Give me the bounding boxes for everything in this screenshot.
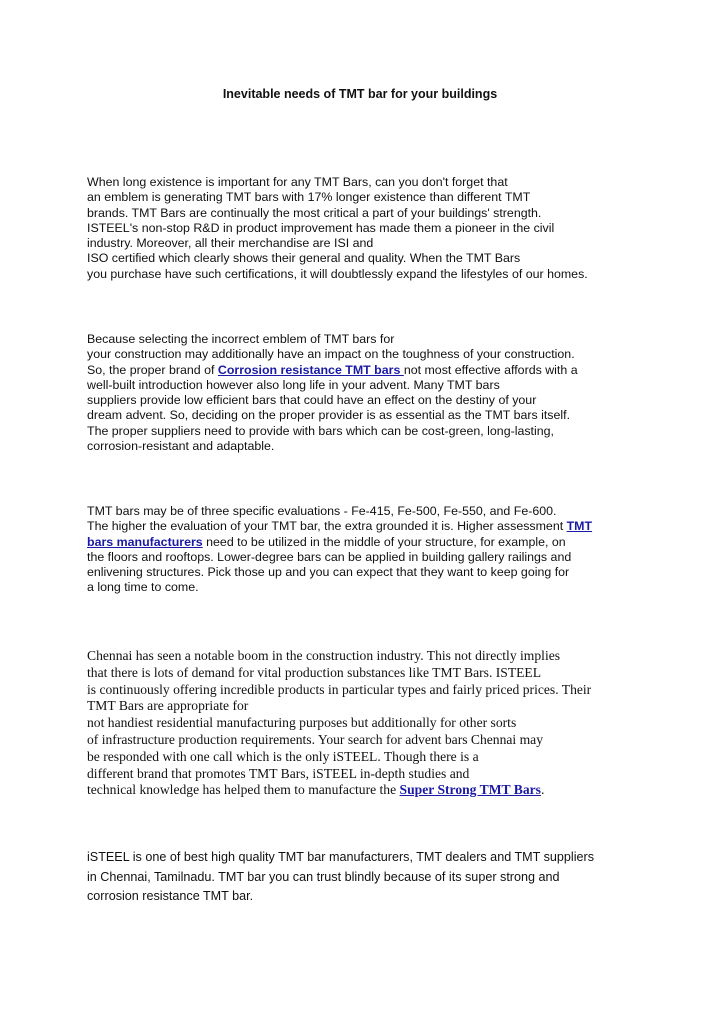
text-line: iSTEEL is one of best high quality TMT bar manufacturers, TMT dealers and TMT suppliers: [87, 850, 595, 864]
text-line: in Chennai, Tamilnadu. TMT bar you can trust blindly because of its super strong and: [87, 869, 560, 884]
text-line: well-built introduction however also long life in your advent. Many TMT bars: [87, 377, 500, 392]
paragraph-2: [87, 332, 647, 454]
text-segment: So, the proper brand of: [87, 362, 218, 377]
super-strong-tmt-bars-link[interactable]: Super Strong TMT Bars: [399, 782, 541, 798]
text-line: The proper suppliers need to provide with bars which can be cost-green, long-lasting,: [87, 423, 554, 438]
text-line: ISO certified which clearly shows their general and quality. When the TMT Bars: [87, 251, 521, 266]
text-segment: need to be utilized in the middle of your structure, for example, on: [202, 534, 566, 549]
text-segment: The higher the evaluation of your TMT bar, the extra grounded it is. Higher assessment: [87, 519, 567, 534]
text-segment: technical knowledge has helped them to manufacture the: [87, 782, 400, 798]
document-title: Inevitable needs of TMT bar for your buildings: [222, 87, 498, 101]
text-line: you purchase have such certifications, it will doubtlessly expand the lifestyles of our homes.: [87, 266, 588, 281]
text-line: corrosion resistance TMT bar.: [87, 889, 254, 903]
text-line: [87, 782, 647, 799]
text-segment: not most effective affords with a: [403, 362, 578, 377]
tmt-bars-manufacturers-link[interactable]: bars manufacturers: [87, 534, 203, 549]
text-line: When long existence is important for any TMT Bars, can you don't forget that: [87, 175, 508, 189]
text-line: Chennai has seen a notable boom in the construction industry. This not directly implies: [87, 648, 561, 663]
text-line: an emblem is generating TMT bars with 17% longer existence than different TMT: [87, 190, 531, 205]
text-line: [87, 535, 647, 550]
text-line: dream advent. So, deciding on the proper provider is as essential as the TMT bars itself.: [87, 408, 571, 423]
text-line: of infrastructure production requirements. Your search for advent bars Chennai may: [87, 731, 544, 747]
text-line: brands. TMT Bars are continually the most critical a part of your buildings' strength.: [87, 205, 542, 220]
text-segment: .: [540, 782, 545, 798]
text-line: Because selecting the incorrect emblem of TMT bars for: [87, 332, 395, 346]
text-line: TMT bars may be of three specific evaluations - Fe-415, Fe-500, Fe-550, and Fe-600.: [87, 504, 557, 518]
text-line: ISTEEL's non-stop R&D in product improvement has made them a pioneer in the civil: [87, 220, 555, 235]
text-line: that there is lots of demand for vital production substances like TMT Bars. ISTEEL: [87, 664, 542, 680]
paragraph-5: [87, 848, 647, 907]
text-line: enlivening structures. Pick those up and you can expect that they want to keep going for: [87, 565, 570, 580]
text-line: TMT Bars are appropriate for: [87, 698, 249, 714]
text-line: [87, 363, 647, 378]
text-line: corrosion-resistant and adaptable.: [87, 439, 275, 454]
text-line: industry. Moreover, all their merchandise are ISI and: [87, 236, 374, 251]
text-line: the floors and rooftops. Lower-degree bars can be applied in building gallery railings and: [87, 549, 572, 564]
text-line: suppliers provide low efficient bars that could have an effect on the destiny of your: [87, 393, 537, 408]
corrosion-resistance-tmt-bars-link[interactable]: Corrosion resistance TMT bars: [217, 362, 404, 377]
paragraph-1: [87, 175, 647, 282]
text-line: your construction may additionally have an impact on the toughness of your construction.: [87, 347, 575, 362]
paragraph-3: [87, 504, 647, 596]
text-line: not handiest residential manufacturing purposes but additionally for other sorts: [87, 715, 517, 731]
text-line: a long time to come.: [87, 580, 199, 595]
tmt-bars-manufacturers-link[interactable]: TMT: [566, 519, 593, 534]
text-line: different brand that promotes TMT Bars, iSTEEL in-depth studies and: [87, 765, 470, 781]
text-line: is continuously offering incredible products in particular types and fairly priced prices. Their: [87, 681, 592, 697]
paragraph-4: [87, 648, 647, 799]
text-line: [87, 519, 647, 534]
text-line: be responded with one call which is the only iSTEEL. Though there is a: [87, 748, 479, 764]
